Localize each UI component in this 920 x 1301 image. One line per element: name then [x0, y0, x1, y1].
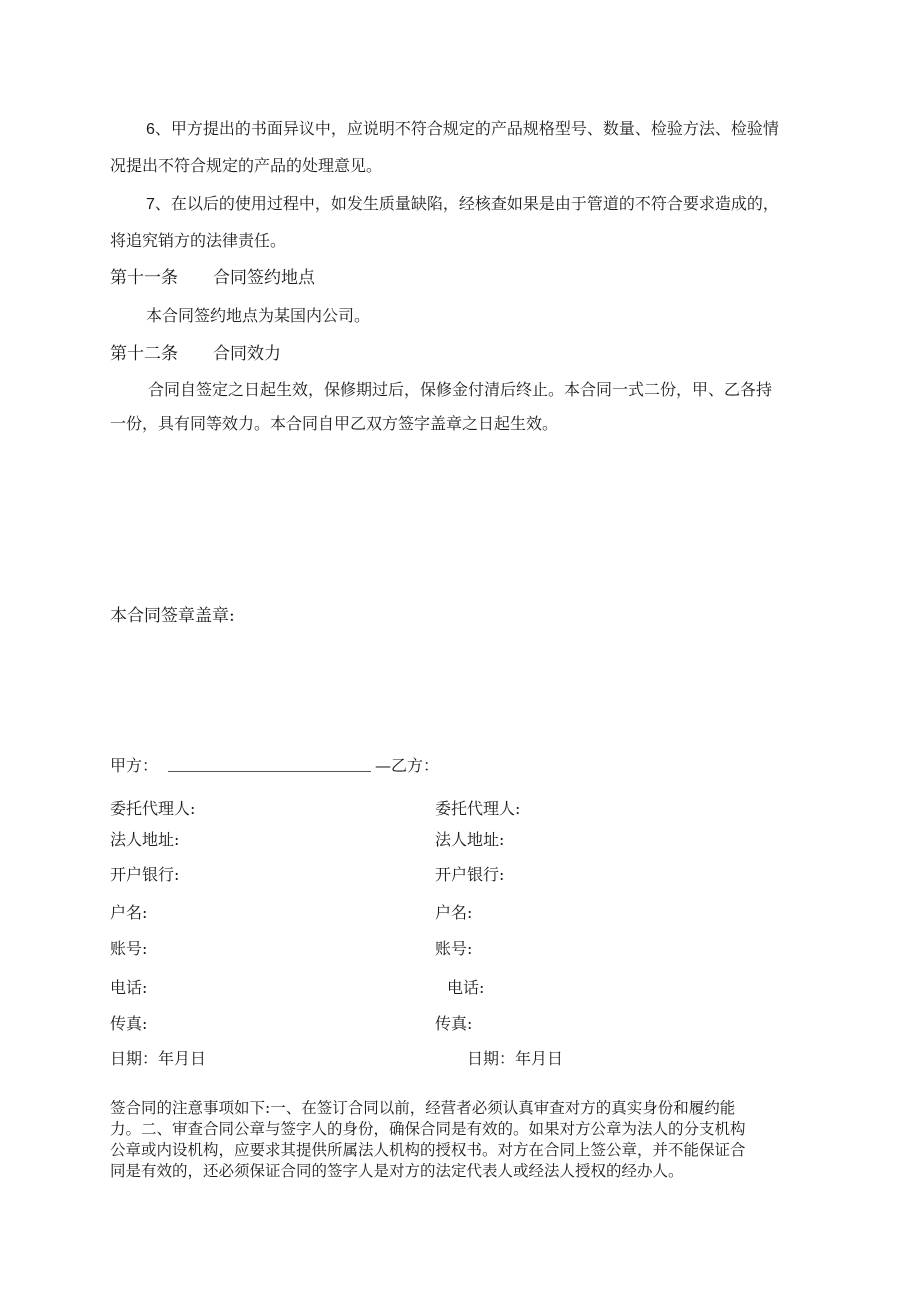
clause-7-line-1: [146, 194, 779, 215]
article-12-number: 第十二条: [110, 344, 178, 364]
left-account-no: 账号:: [110, 939, 148, 958]
clause-7-line-2: 将追究销方的法律责任。: [110, 231, 287, 250]
party-a-signature-line: [168, 771, 371, 772]
left-fax: 传真:: [110, 1014, 148, 1033]
right-address: 法人地址:: [435, 830, 505, 849]
article-12-line-1: 合同自签定之日起生效，保修期过后，保修金付清后终止。本合同一式二份，甲、乙各持: [148, 380, 773, 399]
article-11-number: 第十一条: [110, 268, 178, 288]
signature-title: 本合同签章盖章:: [110, 606, 235, 626]
notes-line-3: 公章或内设机构，应要求其提供所属法人机构的授权书。对方在合同上签公章，并不能保证合: [110, 1141, 746, 1159]
article-12-line-2: 一份，具有同等效力。本合同自甲乙双方签字盖章之日起生效。: [110, 414, 559, 433]
right-phone: 电话:: [447, 978, 485, 997]
left-address: 法人地址:: [110, 830, 180, 849]
article-12-heading: [110, 344, 281, 364]
right-account-name: 户名:: [435, 903, 473, 922]
article-11-body: 本合同签约地点为某国内公司。: [146, 306, 371, 325]
clause-7-text: 、在以后的使用过程中，如发生质量缺陷，经核查如果是由于管道的不符合要求造成的，: [154, 194, 779, 213]
clause-6-text: 、甲方提出的书面异议中，应说明不符合规定的产品规格型号、数量、检验方法、检验情: [154, 119, 779, 138]
clause-6-line-2: 况提出不符合规定的产品的处理意见。: [110, 156, 383, 175]
left-bank: 开户银行:: [110, 865, 180, 884]
article-11-title: 合同签约地点: [213, 268, 315, 288]
article-11-heading: [110, 268, 315, 288]
notes-line-1: 签合同的注意事项如下:一、在签订合同以前，经营者必须认真审查对方的真实身份和履约能: [110, 1099, 736, 1117]
right-fax: 传真:: [435, 1014, 473, 1033]
notes-line-4: 同是有效的，还必须保证合同的签字人是对方的法定代表人或经法人授权的经办人。: [110, 1162, 684, 1180]
party-a-label: 甲方：: [110, 756, 159, 775]
clause-6-line-1: [146, 119, 779, 140]
left-phone: 电话:: [110, 978, 148, 997]
left-agent: 委托代理人:: [110, 799, 196, 818]
article-12-title: 合同效力: [213, 344, 281, 364]
right-date: 日期：年月日: [467, 1049, 564, 1068]
right-account-no: 账号:: [435, 939, 473, 958]
clause-7-number: 7: [146, 196, 155, 213]
clause-6-number: 6: [146, 121, 155, 138]
right-bank: 开户银行:: [435, 865, 505, 884]
notes-line-2: 力。二、审查合同公章与签字人的身份，确保合同是有效的。如果对方公章为法人的分支机构: [110, 1120, 746, 1138]
left-account-name: 户名:: [110, 903, 148, 922]
right-agent: 委托代理人:: [435, 799, 521, 818]
left-date: 日期：年月日: [110, 1049, 207, 1068]
party-b-label: —乙方：: [375, 756, 440, 775]
